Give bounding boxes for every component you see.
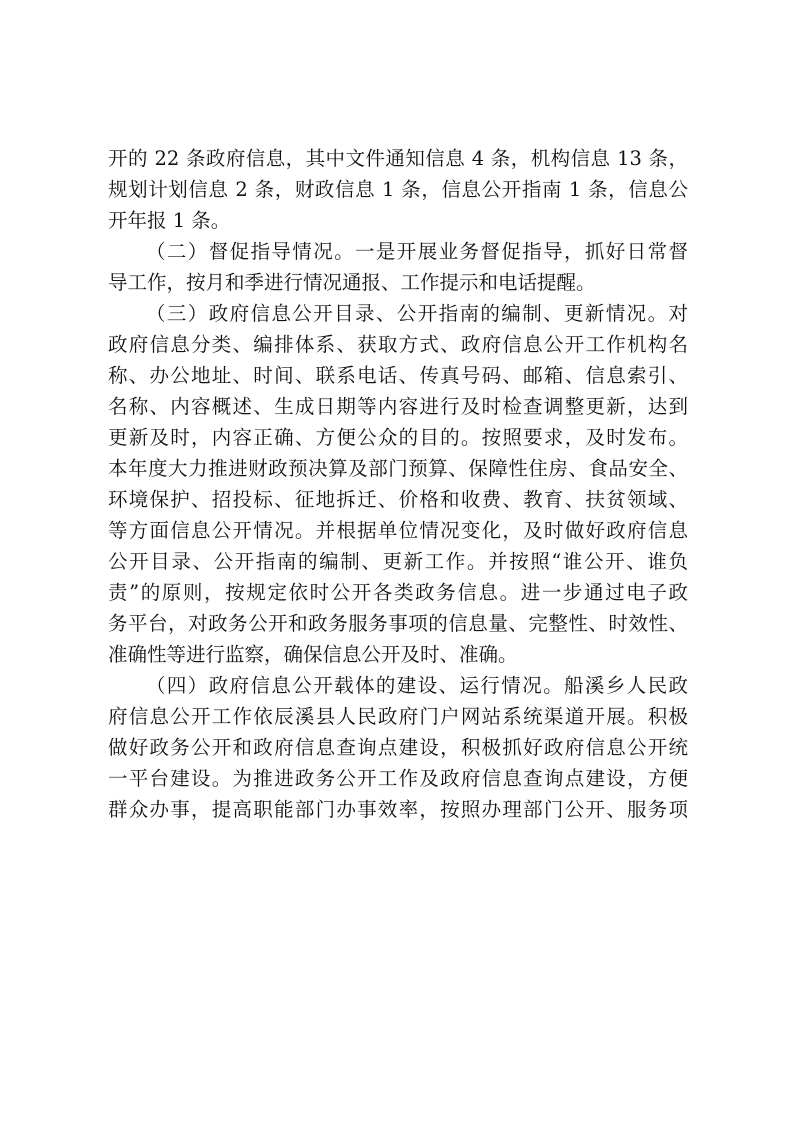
text-line: 开的 22 条政府信息，其中文件通知信息 4 条，机构信息 13 条， xyxy=(108,147,688,170)
text-line: （三）政府信息公开目录、公开指南的编制、更新情况。对 xyxy=(146,302,688,325)
text-line: 导工作，按月和季进行情况通报、工作提示和电话提醒。 xyxy=(108,271,596,294)
text-line: 公开目录、公开指南的编制、更新工作。并按照“谁公开、谁负 xyxy=(108,550,688,573)
text-line: 规划计划信息 2 条，财政信息 1 条，信息公开指南 1 条，信息公 xyxy=(108,178,688,201)
text-line: 等方面信息公开情况。并根据单位情况变化，及时做好政府信息 xyxy=(108,519,688,542)
text-line: 群众办事，提高职能部门办事效率，按照办理部门公开、服务项 xyxy=(108,798,688,821)
text-line: 名称、内容概述、生成日期等内容进行及时检查调整更新，达到 xyxy=(108,395,688,418)
text-line: 一平台建设。为推进政务公开工作及政府信息查询点建设，方便 xyxy=(108,767,688,790)
text-line: 更新及时，内容正确、方便公众的目的。按照要求，及时发布。 xyxy=(108,426,688,449)
text-line: （四）政府信息公开载体的建设、运行情况。船溪乡人民政 xyxy=(146,674,688,697)
text-line: 府信息公开工作依辰溪县人民政府门户网站系统渠道开展。积极 xyxy=(108,705,688,728)
text-line: 责”的原则，按规定依时公开各类政务信息。进一步通过电子政 xyxy=(108,581,688,604)
text-line: 称、办公地址、时间、联系电话、传真号码、邮箱、信息索引、 xyxy=(108,364,688,387)
text-line: 本年度大力推进财政预决算及部门预算、保障性住房、食品安全、 xyxy=(108,457,688,480)
text-line: 做好政务公开和政府信息查询点建设，积极抓好政府信息公开统 xyxy=(108,736,688,759)
text-line: 务平台，对政务公开和政务服务事项的信息量、完整性、时效性、 xyxy=(108,612,688,635)
text-line: 政府信息分类、编排体系、获取方式、政府信息公开工作机构名 xyxy=(108,333,688,356)
document-body xyxy=(108,143,688,825)
text-line: 环境保护、招投标、征地拆迁、价格和收费、教育、扶贫领域、 xyxy=(108,488,688,511)
text-line: 准确性等进行监察，确保信息公开及时、准确。 xyxy=(108,643,518,666)
text-line: 开年报 1 条。 xyxy=(108,209,231,232)
text-line: （二）督促指导情况。一是开展业务督促指导，抓好日常督 xyxy=(146,240,688,263)
